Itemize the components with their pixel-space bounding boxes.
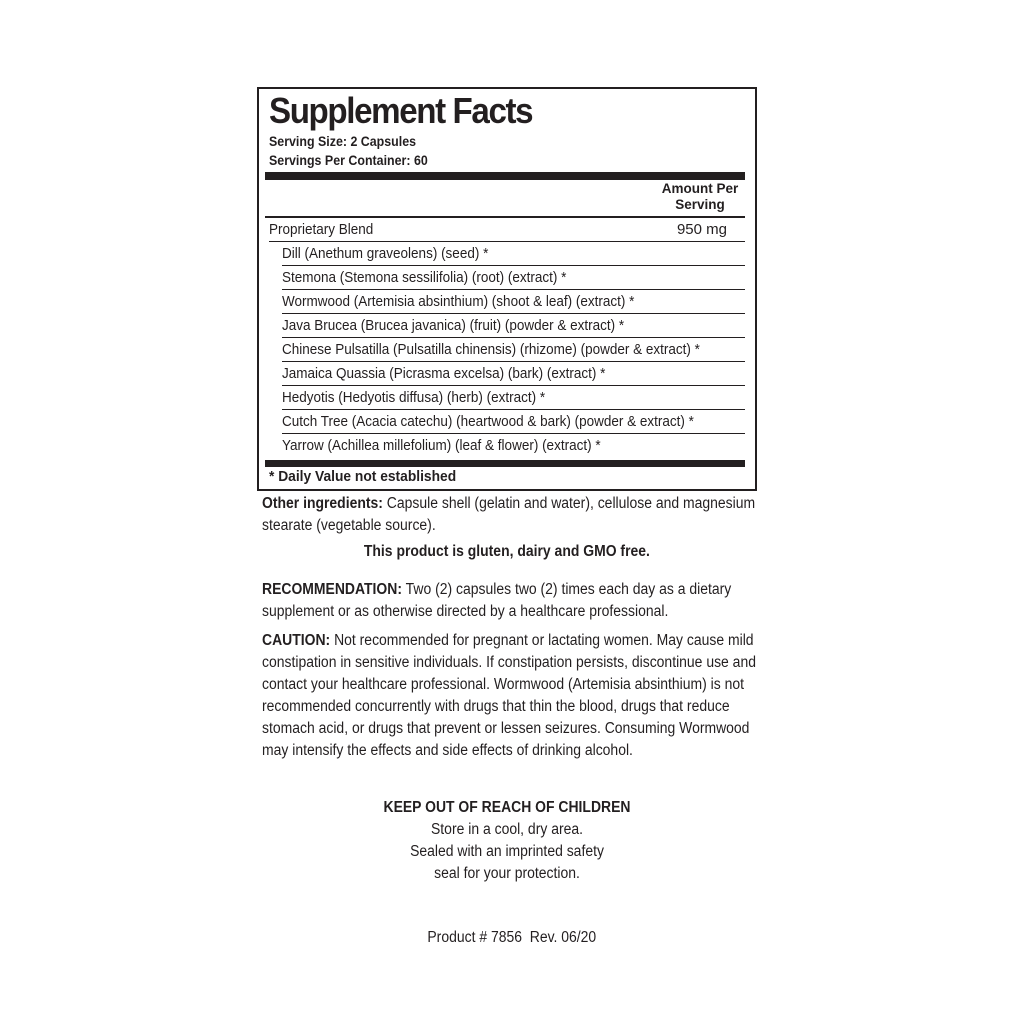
ingredient-name: Chinese Pulsatilla (Pulsatilla chinensis) (rhizome) (powder & extract) * <box>282 341 700 358</box>
daily-value-footnote: * Daily Value not established <box>269 468 457 485</box>
free-statement-text: This product is gluten, dairy and GMO free. <box>363 543 651 560</box>
caution-text: Not recommended for pregnant or lactating women. May cause mild constipation in sensitive individuals. If constipation persists, discontinue use and contact your healthcare professional. Wormwood (Artemisia absinthium) is not recommended concurrently with drugs that thin the blood, drugs that reduce stomach acid, or drugs that prevent or lessen seizures. Consuming Wormwood may intensify the effects and side effects of drinking alcohol. <box>262 632 756 759</box>
ingredient-name: Wormwood (Artemisia absinthium) (shoot & leaf) (extract) * <box>282 293 635 310</box>
ingredient-row <box>282 386 745 410</box>
ingredient-row <box>282 362 745 386</box>
recommendation <box>262 579 762 623</box>
supplement-facts-panel <box>257 87 757 491</box>
serving-size: Serving Size: 2 Capsules <box>269 134 417 149</box>
blend-amount: 950 mg <box>676 221 727 238</box>
amount-header-line2: Serving <box>675 197 725 212</box>
ingredient-name: Java Brucea (Brucea javanica) (fruit) (powder & extract) * <box>282 317 625 334</box>
thick-divider-bottom <box>265 460 745 467</box>
ingredient-name: Dill (Anethum graveolens) (seed) * <box>282 245 489 262</box>
ingredient-row <box>282 242 745 266</box>
ingredient-name: Jamaica Quassia (Picrasma excelsa) (bark) (extract) * <box>282 365 606 382</box>
ingredient-name: Stemona (Stemona sessilifolia) (root) (extract) * <box>282 269 567 286</box>
ingredient-row <box>282 290 745 314</box>
product-code <box>262 905 752 949</box>
blend-row <box>269 218 745 242</box>
ingredient-name: Yarrow (Achillea millefolium) (leaf & flower) (extract) * <box>282 437 601 454</box>
keep-out-heading: KEEP OUT OF REACH OF CHILDREN <box>383 799 631 816</box>
other-ingredients-label: Other ingredients: <box>262 495 383 512</box>
ingredient-name: Cutch Tree (Acacia catechu) (heartwood & bark) (powder & extract) * <box>282 413 694 430</box>
servings-per-container: Servings Per Container: 60 <box>269 153 428 168</box>
panel-title: Supplement Facts <box>269 90 533 131</box>
ingredient-row <box>282 410 745 434</box>
ingredient-name: Hedyotis (Hedyotis diffusa) (herb) (extract) * <box>282 389 546 406</box>
ingredient-row <box>282 434 745 458</box>
caution-label: CAUTION: <box>262 632 331 649</box>
storage-line-3: seal for your protection. <box>434 865 580 882</box>
recommendation-text: Two (2) capsules two (2) times each day as a dietary supplement or as otherwise directed by a healthcare professional. <box>262 581 732 620</box>
ingredient-row <box>282 338 745 362</box>
thick-divider-top <box>265 172 745 180</box>
other-ingredients-text: Capsule shell (gelatin and water), cellulose and magnesium stearate (vegetable source). <box>262 495 756 534</box>
ingredient-row <box>282 314 745 338</box>
storage-line-2: Sealed with an imprinted safety <box>410 843 604 860</box>
storage-line-1: Store in a cool, dry area. <box>431 821 583 838</box>
ingredient-row <box>282 266 745 290</box>
free-statement <box>262 541 752 563</box>
amount-per-serving-header <box>655 181 745 213</box>
other-ingredients <box>262 493 762 537</box>
recommendation-label: RECOMMENDATION: <box>262 581 403 598</box>
storage-block <box>262 797 752 885</box>
product-code-text: Product # 7856 Rev. 06/20 <box>426 929 596 946</box>
blend-name: Proprietary Blend <box>269 221 374 238</box>
amount-header-line1: Amount Per <box>661 181 739 196</box>
caution <box>262 630 762 762</box>
